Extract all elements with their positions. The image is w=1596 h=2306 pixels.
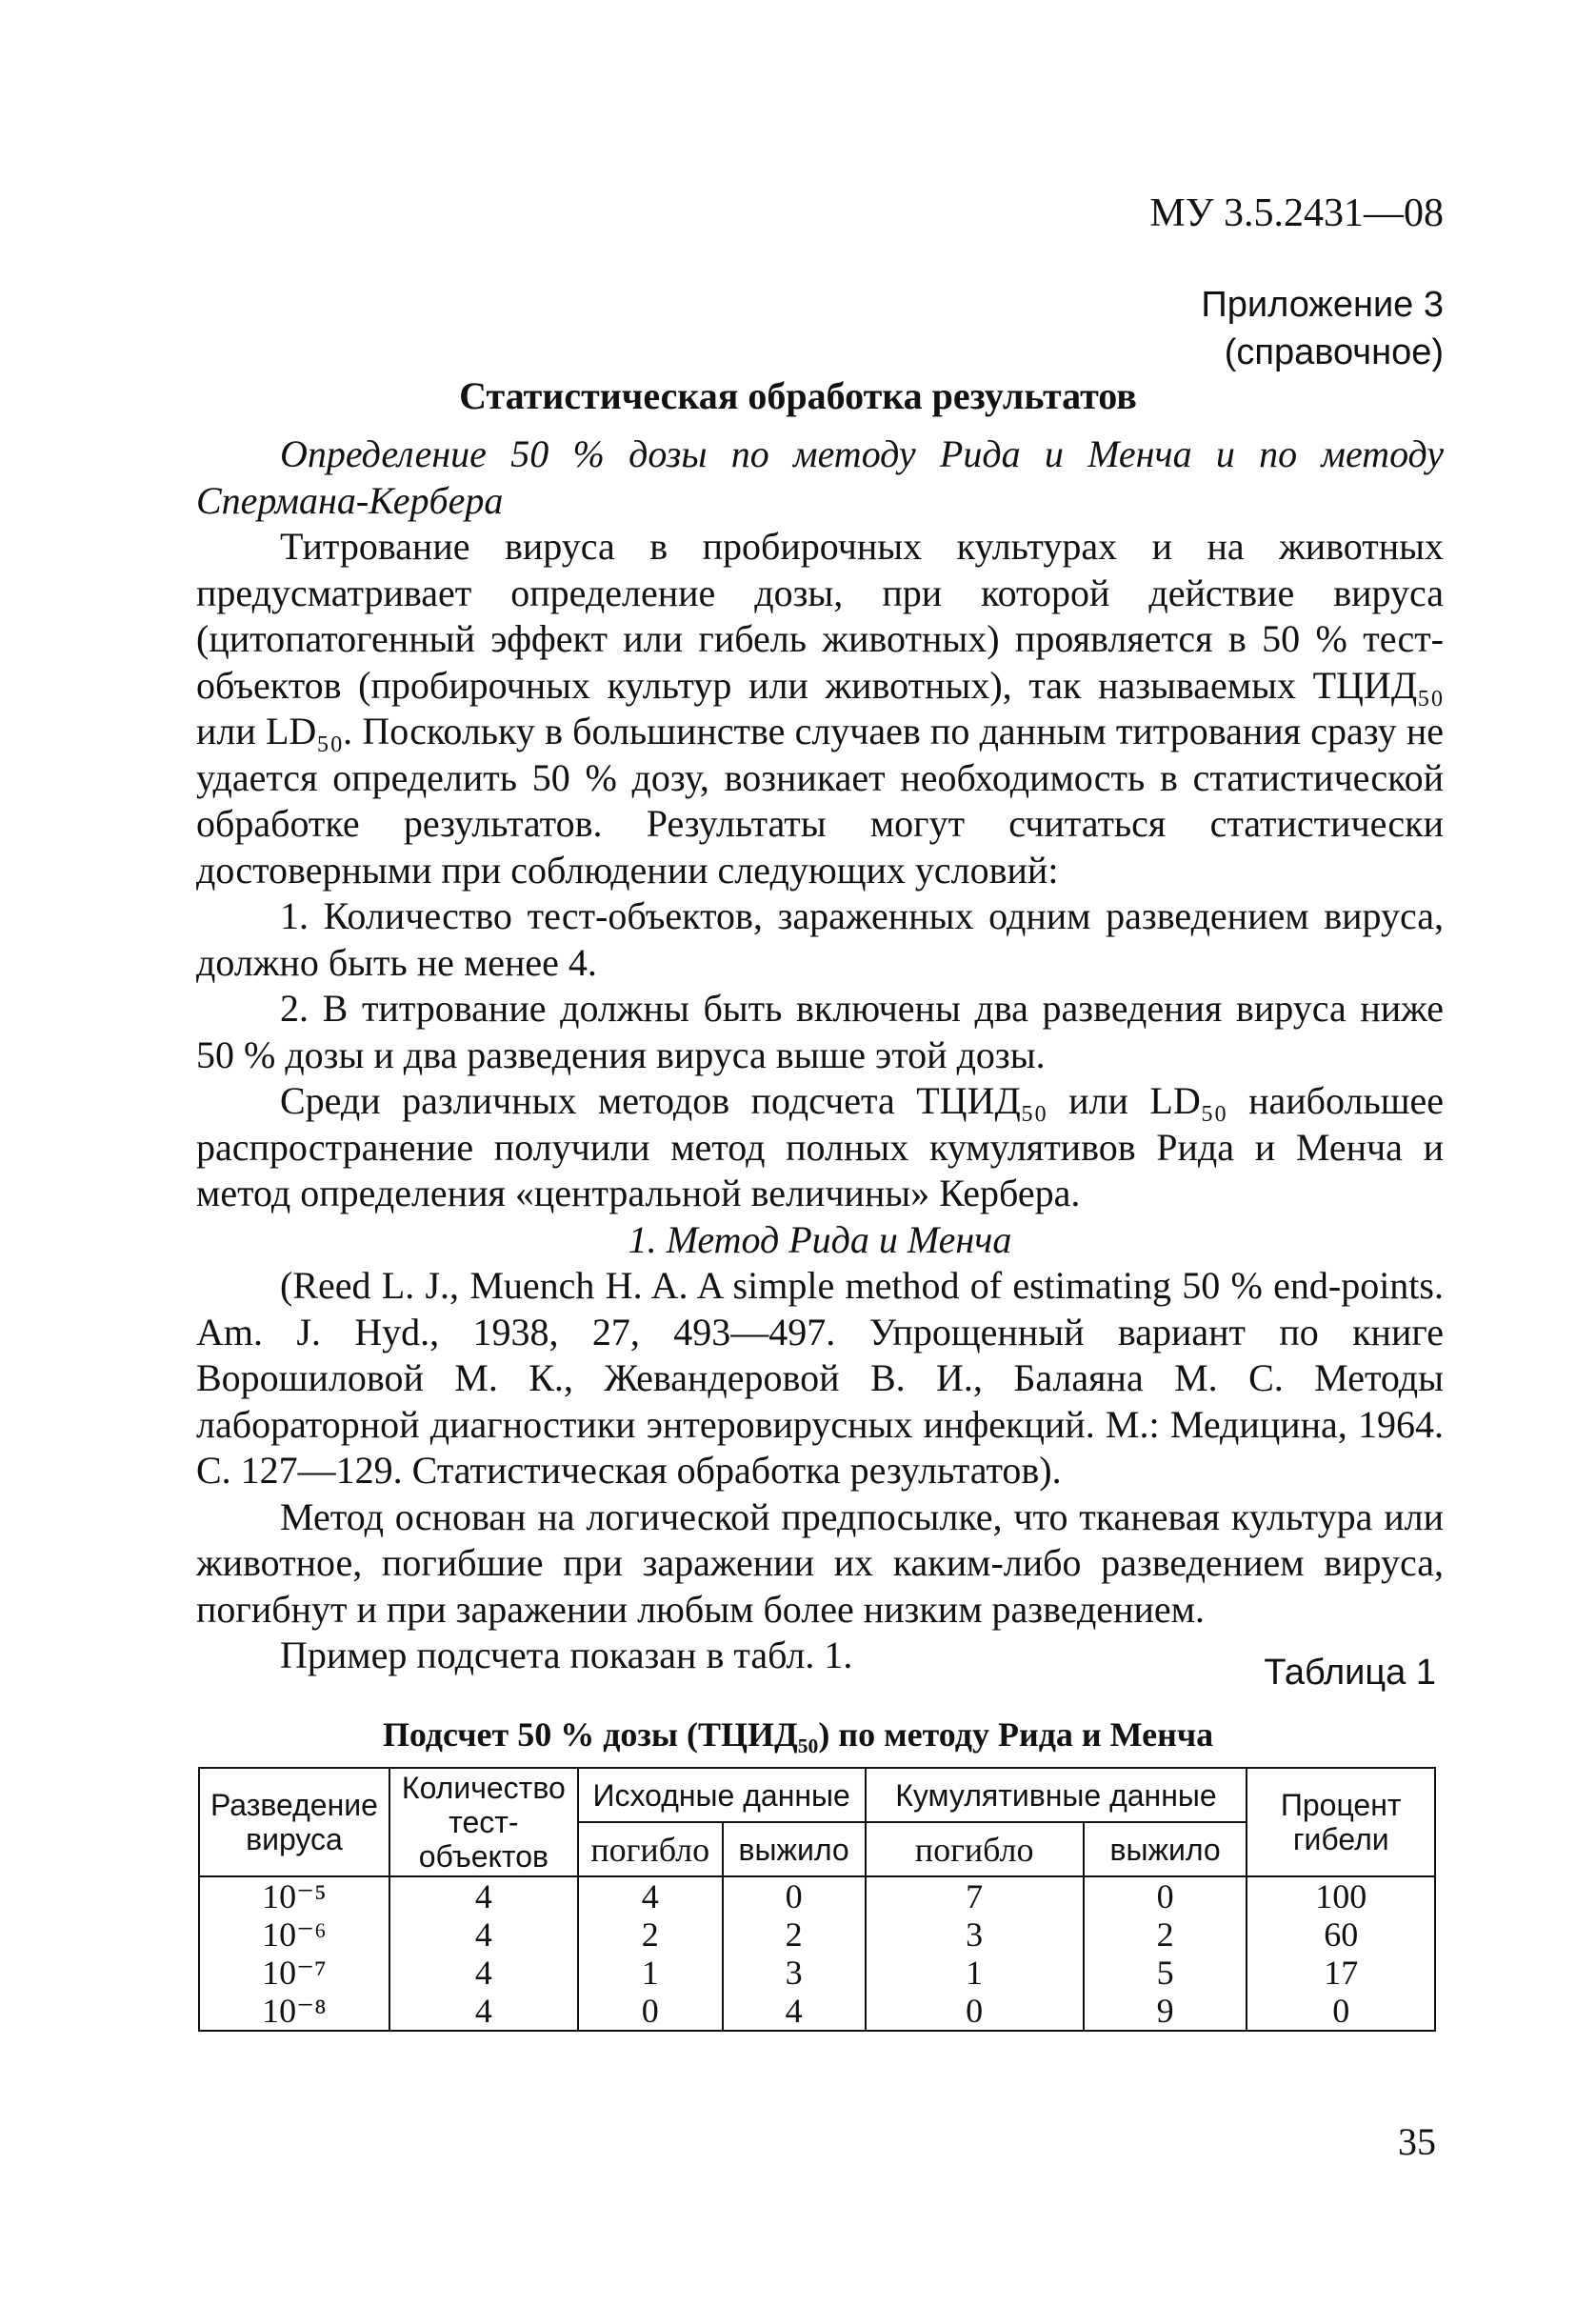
cell-percent: 17 xyxy=(1247,1954,1435,1992)
cell-died: 1 xyxy=(578,1954,723,1992)
cell-survived: 4 xyxy=(723,1992,866,2031)
section-title: Статистическая обработка результатов xyxy=(459,374,1137,417)
cell-count: 4 xyxy=(389,1915,578,1954)
cell-survived: 3 xyxy=(723,1954,866,1992)
cell-dilution: 10⁻⁶ xyxy=(199,1915,389,1954)
cell-cum-died: 0 xyxy=(866,1992,1084,2031)
appendix-header xyxy=(1201,281,1444,376)
cell-dilution: 10⁻⁸ xyxy=(199,1992,389,2031)
cell-count: 4 xyxy=(389,1954,578,1992)
table-row xyxy=(199,1876,1435,1915)
cell-died: 2 xyxy=(578,1915,723,1954)
condition-1: 1. Количество тест-объектов, зараженных одним разведением вируса, должно быть не менее 4. xyxy=(196,894,1444,984)
cell-cum-survived: 9 xyxy=(1084,1992,1247,2031)
header-cumulative: Кумулятивные данные xyxy=(866,1768,1247,1822)
appendix-number: Приложение 3 xyxy=(1201,285,1444,325)
condition-2: 2. В титрование должны быть включены два разведения вируса ниже 50 % дозы и два разведения вируса выше этой дозы. xyxy=(196,987,1444,1076)
body-text xyxy=(196,431,1444,1679)
cell-died: 0 xyxy=(578,1992,723,2031)
results-table xyxy=(198,1767,1436,2032)
table-row xyxy=(199,1954,1435,1992)
cell-dilution: 10⁻⁷ xyxy=(199,1954,389,1992)
paragraph-intro: Титрование вируса в пробирочных культурах и на животных предусматривает определение дозы, при которой действие вируса (цитопатогенный эффект или гибель животных) проявляется в 50 % тест-объектов (пробирочных культур или животных), так называемых ТЦИД₅₀ или LD₅₀. Поскольку в большинстве случаев по данным титрования сразу не удается определить 50 % дозу, возникает необходимость в статистической обработке результатов. Результаты могут считаться статистически достоверными при соблюдении следующих условий: xyxy=(196,525,1444,892)
cell-cum-died: 3 xyxy=(866,1915,1084,1954)
cell-cum-survived: 2 xyxy=(1084,1915,1247,1954)
cell-cum-survived: 5 xyxy=(1084,1954,1247,1992)
table-row xyxy=(199,1992,1435,2031)
reference: (Reed L. J., Muench H. A. A simple method of estimating 50 % end-points. Am. J. Hyd., 1938, 27, 493—497. Упрощенный вариант по книге Ворошиловой М. К., Жевандеровой В. И., Балаяна М. С. Методы лабораторной диагностики энтеровирусных инфекций. М.: Медицина, 1964. С. 127—129. Статистическая обработка результатов). xyxy=(196,1264,1444,1492)
paragraph-methods: Среди различных методов подсчета ТЦИД₅₀ или LD₅₀ наибольшее распространение получили метод полных кумулятивов Рида и Менча и метод определения «центральной величины» Кербера. xyxy=(196,1079,1444,1214)
cell-percent: 100 xyxy=(1247,1876,1435,1915)
cell-cum-died: 1 xyxy=(866,1954,1084,1992)
header-initial: Исходные данные xyxy=(578,1768,866,1822)
header-cumulative-died: погибло xyxy=(866,1822,1084,1876)
cell-count: 4 xyxy=(389,1992,578,2031)
cell-survived: 2 xyxy=(723,1915,866,1954)
cell-percent: 60 xyxy=(1247,1915,1435,1954)
cell-cum-survived: 0 xyxy=(1084,1876,1247,1915)
header-percent: Процент гибели xyxy=(1247,1768,1435,1876)
header-dilution: Разведение вируса xyxy=(199,1768,389,1876)
method-title: 1. Метод Рида и Менча xyxy=(628,1217,1012,1261)
table-title: Подсчет 50 % дозы (ТЦИД₅₀) по методу Рида и Менча xyxy=(382,1715,1214,1754)
document-id: МУ 3.5.2431—08 xyxy=(1149,191,1444,235)
table-row xyxy=(199,1915,1435,1954)
table-label: Таблица 1 xyxy=(1264,1653,1436,1693)
header-initial-survived: выжило xyxy=(723,1822,866,1876)
cell-died: 4 xyxy=(578,1876,723,1915)
paragraph-example: Пример подсчета показан в табл. 1. xyxy=(280,1634,853,1676)
cell-survived: 0 xyxy=(723,1876,866,1915)
section-subtitle: Определение 50 % дозы по методу Рида и Менча и по методу Спермана-Кербера xyxy=(196,432,1444,522)
cell-count: 4 xyxy=(389,1876,578,1915)
cell-dilution: 10⁻⁵ xyxy=(199,1876,389,1915)
header-initial-died: погибло xyxy=(578,1822,723,1876)
page-number: 35 xyxy=(1398,2120,1436,2163)
header-cumulative-survived: выжило xyxy=(1084,1822,1247,1876)
appendix-note: (справочное) xyxy=(1224,332,1444,372)
paragraph-principle: Метод основан на логической предпосылке, что тканевая культура или животное, погибшие при заражении их каким-либо разведением вируса, погибнут и при заражении любым более низким разведением. xyxy=(196,1494,1444,1631)
cell-percent: 0 xyxy=(1247,1992,1435,2031)
cell-cum-died: 7 xyxy=(866,1876,1084,1915)
header-count: Количество тест-объектов xyxy=(389,1768,578,1876)
